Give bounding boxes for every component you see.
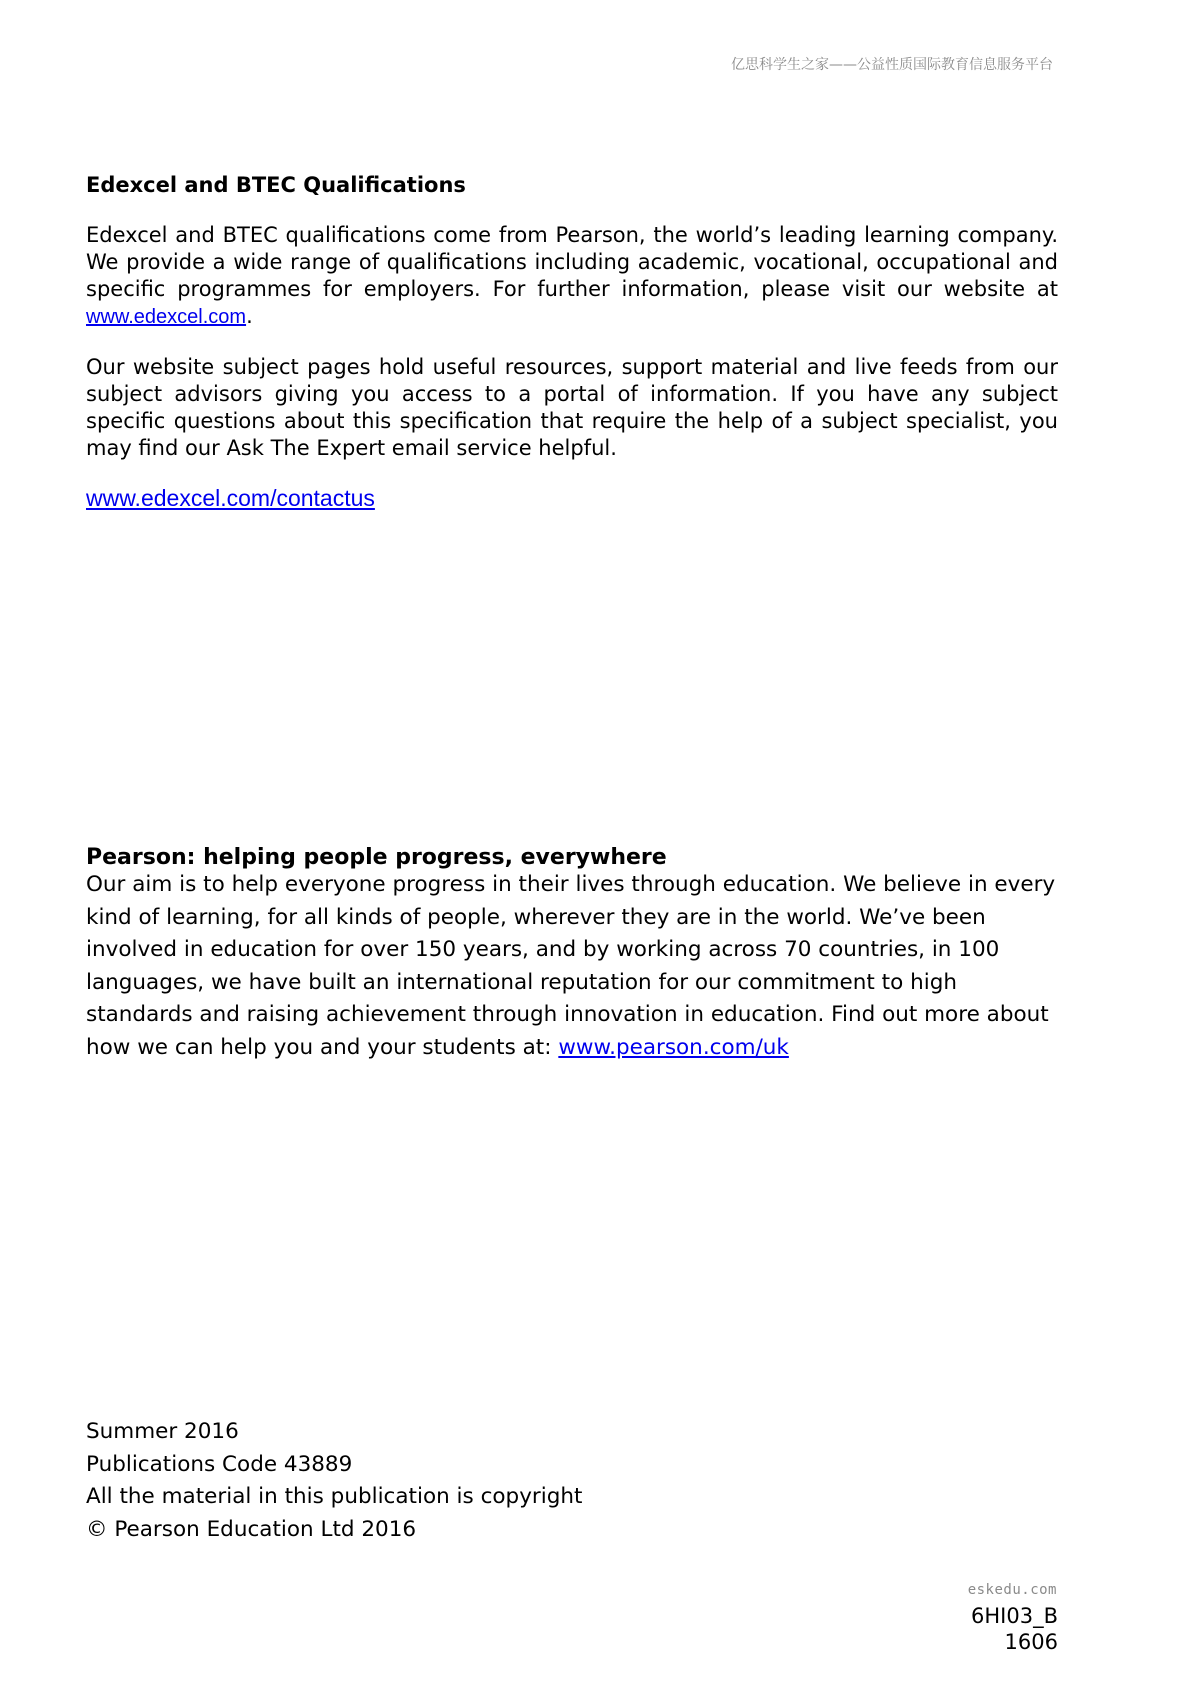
copyright-line: All the material in this publication is copyright	[86, 1484, 583, 1509]
contact-paragraph	[86, 485, 1058, 513]
contact-us-link[interactable]: www.edexcel.com/contactus	[86, 485, 375, 511]
pearson-heading: Pearson: helping people progress, everywhere	[86, 845, 667, 870]
resources-paragraph: Our website subject pages hold useful resources, support material and live feeds from our subject advisors giving you access to a portal of information. If you have any subject specific questions about this specification that require the help of a subject specialist, you may find our Ask The Expert email service helpful.	[86, 355, 1058, 460]
footer-watermark: eskedu.com	[967, 1582, 1057, 1598]
pearson-text: Our aim is to help everyone progress in their lives through education. We believe in every kind of learning, for all kinds of people, wherever they are in the world. We’ve been involved in education for over 150 years, and by working across 70 countries, in 100 languages, we have built an international reputation for our commitment to high standards and raising achievement through innovation in education. Find out more about how we can help you and your students at:	[86, 872, 1056, 1060]
pearson-website-link[interactable]: www.pearson.com/uk	[558, 1034, 789, 1060]
section-heading: Edexcel and BTEC Qualifications	[86, 173, 466, 197]
copyright-holder-line: © Pearson Education Ltd 2016	[86, 1516, 417, 1542]
edexcel-website-link[interactable]: www.edexcel.com	[86, 306, 247, 328]
header-watermark: 亿思科学生之家——公益性质国际教育信息服务平台	[731, 57, 1053, 73]
section-pearson	[86, 844, 1058, 1064]
pearson-paragraph	[86, 869, 1058, 1064]
season-line: Summer 2016	[86, 1419, 239, 1444]
document-code-line2: 1606	[1004, 1630, 1058, 1654]
document-code-line1: 6HI03_B	[971, 1604, 1058, 1628]
intro-end: .	[246, 304, 253, 328]
intro-paragraph	[86, 222, 1058, 331]
publication-info	[86, 1416, 1058, 1546]
section-edexcel-btec	[86, 172, 1058, 513]
document-code	[971, 1603, 1058, 1655]
publications-code-line: Publications Code 43889	[86, 1451, 353, 1477]
intro-text: Edexcel and BTEC qualifications come from Pearson, the world’s leading learning company. We provide a wide range of qualifications including academic, vocational, occupational and specific programmes for employers. For further information, please visit our website at	[86, 223, 1058, 301]
